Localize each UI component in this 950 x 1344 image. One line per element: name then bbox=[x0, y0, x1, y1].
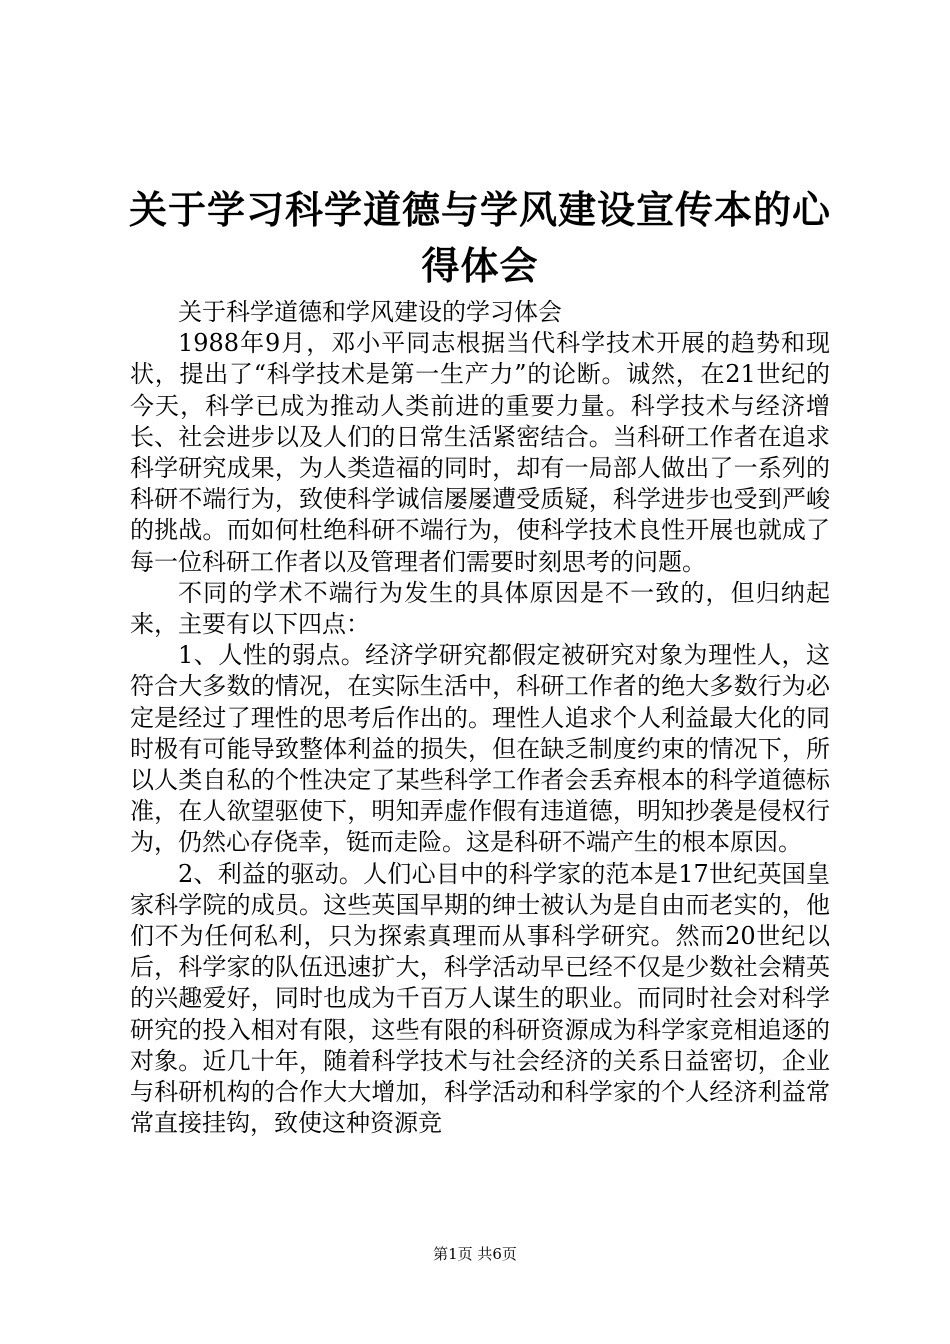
document-body bbox=[130, 297, 830, 1139]
paragraph: 不同的学术不端行为发生的具体原因是不一致的，但归纳起来，主要有以下四点： bbox=[130, 578, 830, 639]
paragraph: 1、人性的弱点。经济学研究都假定被研究对象为理性人，这符合大多数的情况，在实际生活中，科研工作者的绝大多数行为必定是经过了理性的思考后作出的。理性人追求个人利益最大化的同时极有可能导致整体利益的损失，但在缺乏制度约束的情况下，所以人类自私的个性决定了某些科学工作者会丢弃根本的科学道德标准，在人欲望驱使下，明知弄虚作假有违道德，明知抄袭是侵权行为，仍然心存侥幸，铤而走险。这是科研不端产生的根本原因。 bbox=[130, 641, 830, 857]
paragraph-subtitle: 关于科学道德和学风建设的学习体会 bbox=[178, 298, 562, 326]
document-title: 关于学习科学道德与学风建设宣传本的心得体会 bbox=[128, 188, 831, 288]
paragraph: 1988年9月，邓小平同志根据当代科学技术开展的趋势和现状，提出了“科学技术是第一生产力”的论断。诚然，在21世纪的今天，科学已成为推动人类前进的重要力量。科学技术与经济增长、社会进步以及人们的日常生活紧密结合。当科研工作者在追求科学研究成果，为人类造福的同时，却有一局部人做出了一系列的科研不端行为，致使科学诚信屡屡遭受质疑，科学进步也受到严峻的挑战。而如何杜绝科研不端行为，使科学技术良性开展也就成了每一位科研工作者以及管理者们需要时刻思考的问题。 bbox=[130, 329, 830, 576]
page-footer: 第1页 共6页 bbox=[433, 1245, 517, 1263]
paragraph: 2、利益的驱动。人们心目中的科学家的范本是17世纪英国皇家科学院的成员。这些英国早期的绅士被认为是自由而老实的，他们不为任何私利，只为探索真理而从事科学研究。然而20世纪以后，科学家的队伍迅速扩大，科学活动早已经不仅是少数社会精英的兴趣爱好，同时也成为千百万人谋生的职业。而同时社会对科学研究的投入相对有限，这些有限的科研资源成为科学家竞相追逐的对象。近几十年，随着科学技术与社会经济的关系日益密切，企业与科研机构的合作大大增加，科学活动和科学家的个人经济利益常常直接挂钩，致使这种资源竞 bbox=[130, 859, 830, 1138]
